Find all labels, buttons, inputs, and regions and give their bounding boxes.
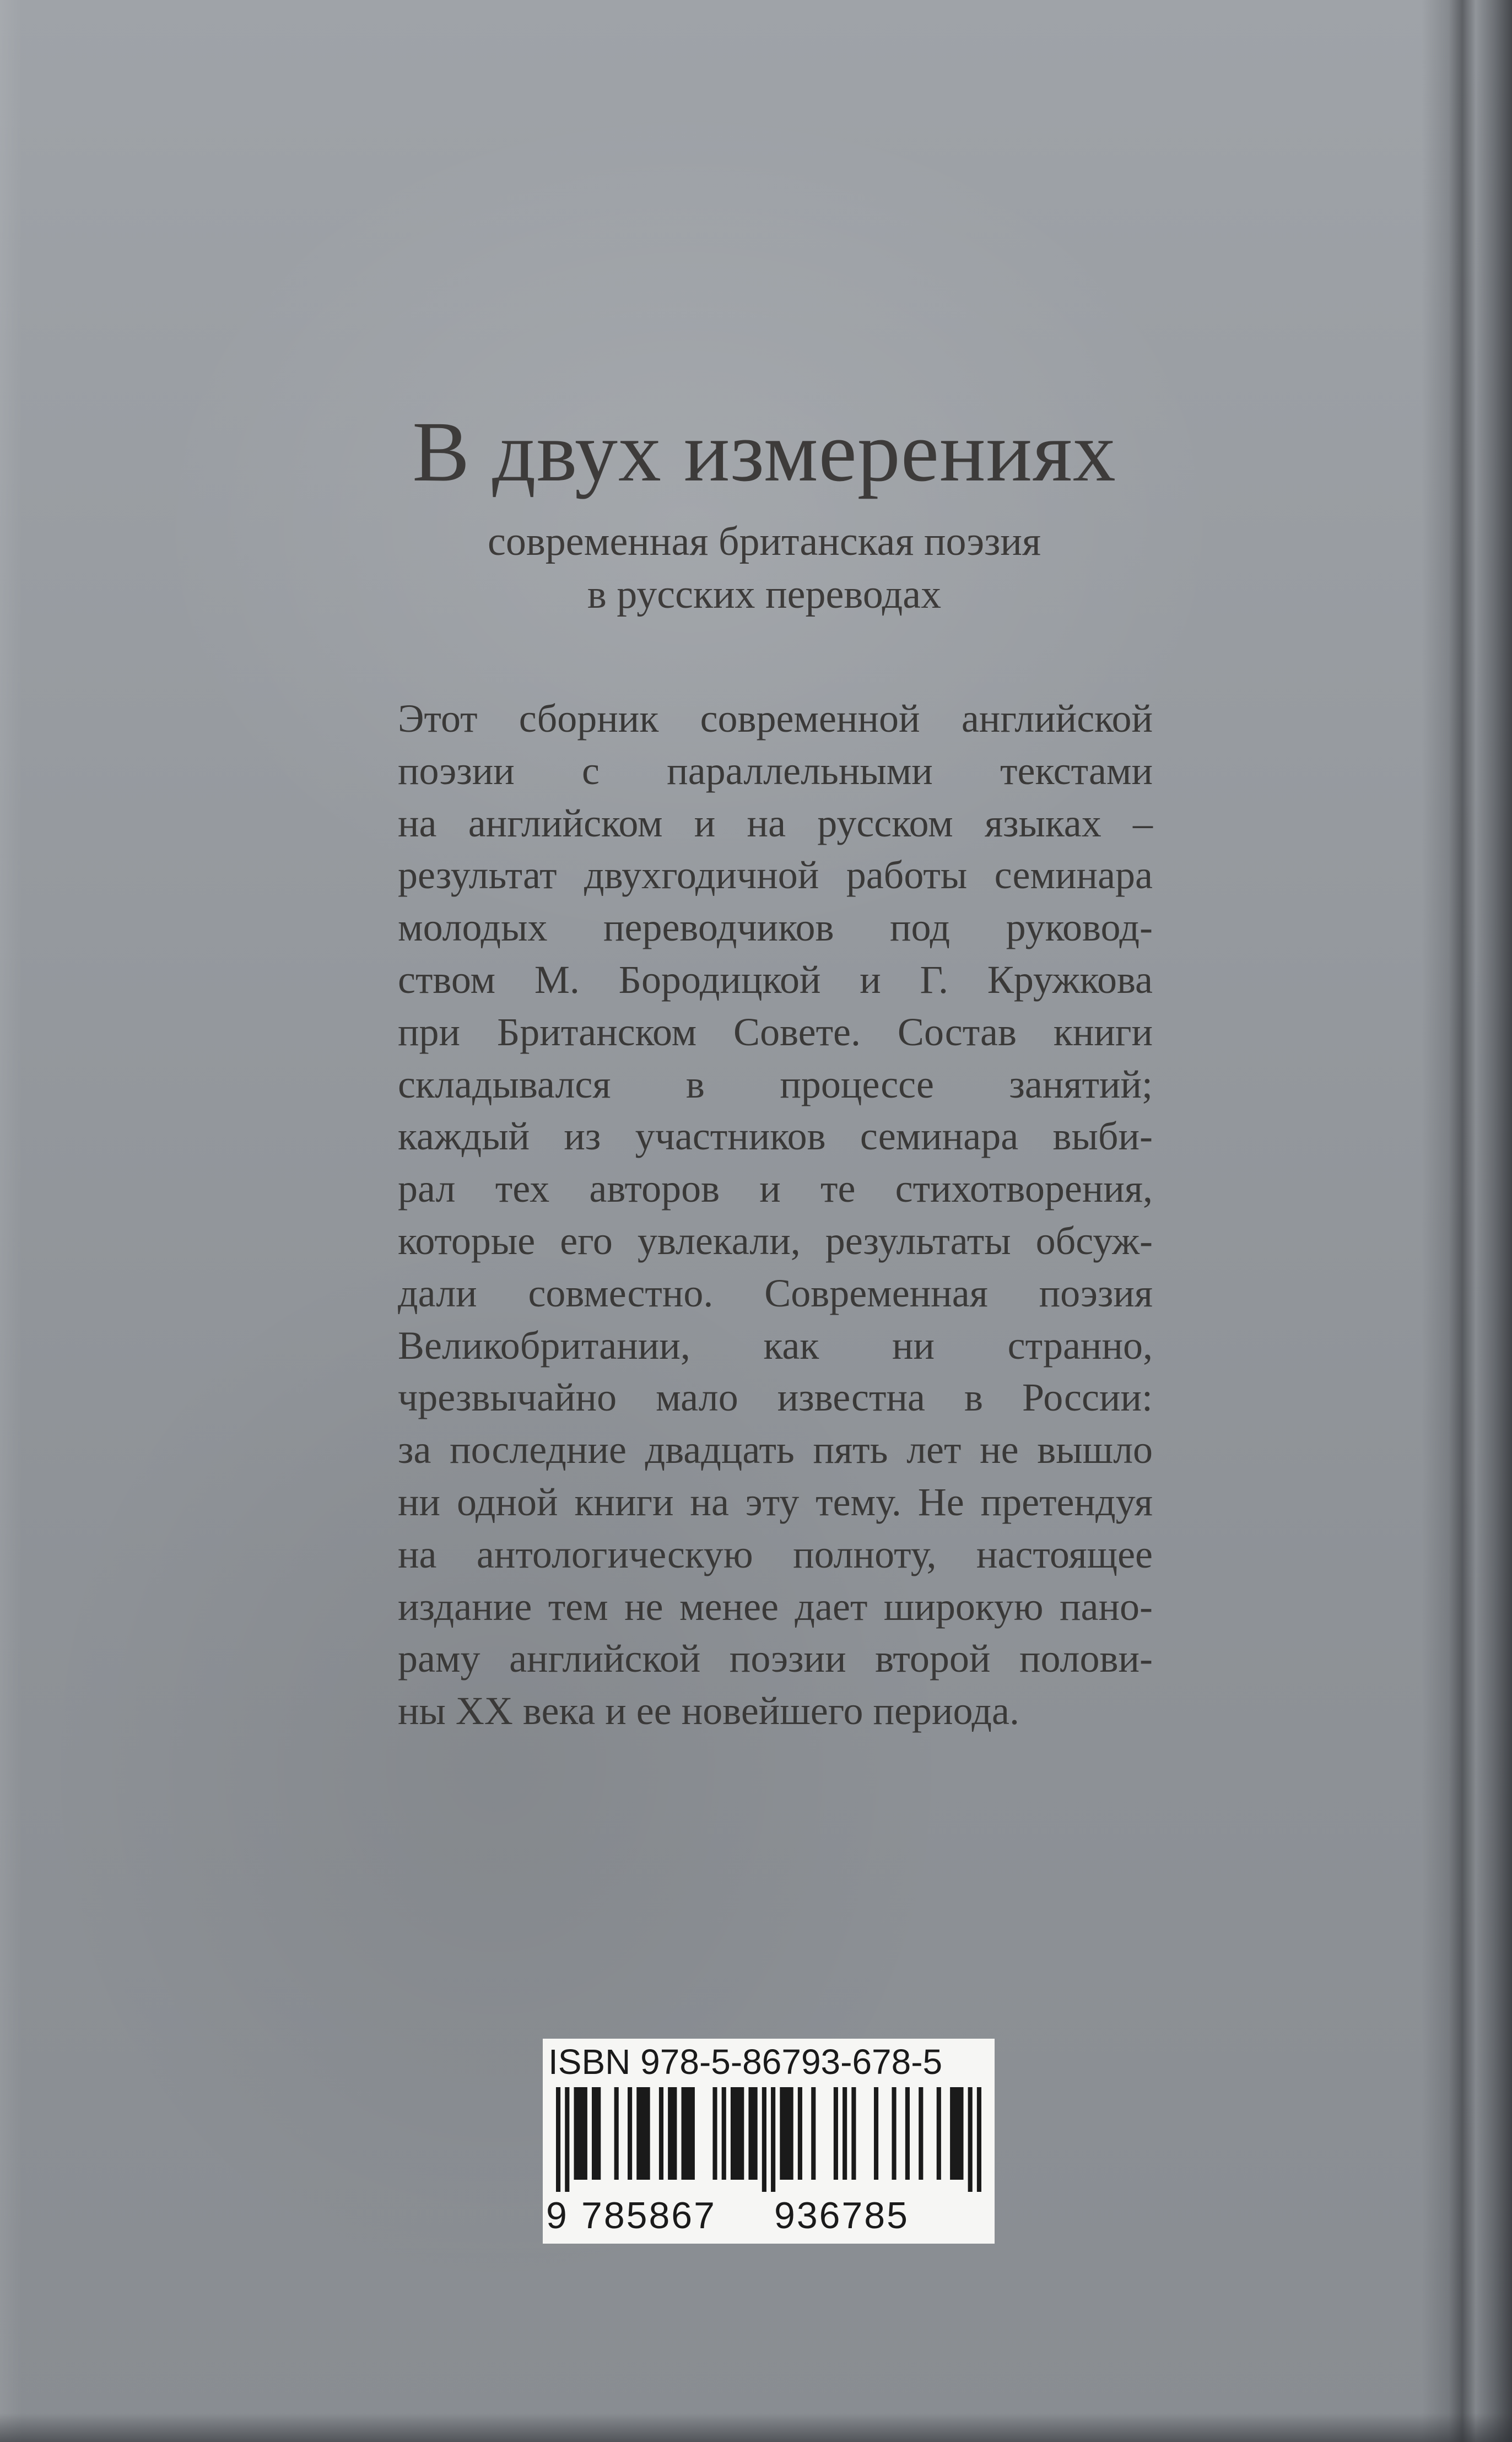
description-line: результат двухгодичной работы семинара bbox=[398, 853, 1153, 898]
barcode-bar bbox=[798, 2087, 802, 2180]
barcode-bar bbox=[659, 2087, 663, 2180]
barcode-bars bbox=[556, 2087, 981, 2192]
description-line: молодых переводчиков под руковод- bbox=[398, 905, 1153, 950]
description-line: на английском и на русском языках – bbox=[398, 801, 1153, 845]
barcode-bar bbox=[905, 2087, 910, 2180]
barcode-bar bbox=[682, 2087, 695, 2180]
barcode-bar bbox=[731, 2087, 744, 2180]
description-line: при Британском Совете. Состав книги bbox=[398, 1009, 1153, 1054]
barcode-bar bbox=[722, 2087, 726, 2180]
description-line: рал тех авторов и те стихотворения, bbox=[398, 1166, 1153, 1211]
barcode-bar bbox=[811, 2087, 816, 2180]
barcode-bar bbox=[574, 2087, 587, 2180]
barcode-bar bbox=[780, 2087, 793, 2180]
barcode-digit-first: 9 bbox=[546, 2195, 567, 2236]
barcode-bar bbox=[843, 2087, 847, 2180]
description-line: ны XX века и ее новейшего периода. bbox=[398, 1689, 1019, 1733]
description-line: Этот сборник современной английской bbox=[398, 696, 1153, 741]
description-line: ни одной книги на эту тему. Не претендуя bbox=[398, 1479, 1153, 1524]
cover-left-edge bbox=[0, 0, 22, 2442]
description-line: Великобритании, как ни странно, bbox=[398, 1323, 1153, 1368]
isbn-barcode bbox=[543, 2039, 995, 2244]
description-line: каждый из участников семинара выби- bbox=[398, 1114, 1153, 1159]
book-description bbox=[398, 693, 1153, 1737]
description-line: чрезвычайно мало известна в России: bbox=[398, 1375, 1153, 1420]
spine-edge bbox=[1422, 0, 1512, 2442]
barcode-bar bbox=[565, 2087, 569, 2192]
barcode-bar bbox=[977, 2087, 981, 2192]
barcode-bar bbox=[668, 2087, 677, 2180]
barcode-bar bbox=[874, 2087, 878, 2180]
barcode-bar bbox=[851, 2087, 856, 2180]
barcode-bar bbox=[968, 2087, 973, 2192]
barcode-digits-right: 936785 bbox=[774, 2195, 909, 2236]
description-line: на антологическую полноту, настоящее bbox=[398, 1532, 1153, 1576]
subtitle-line-2: в русских переводах bbox=[587, 572, 942, 617]
description-line: за последние двадцать пять лет не вышло bbox=[398, 1428, 1153, 1472]
barcode-bar bbox=[937, 2087, 941, 2180]
barcode-bar bbox=[834, 2087, 838, 2180]
description-line: которые его увлекали, результаты обсуж- bbox=[398, 1218, 1153, 1263]
description-line: ством М. Бородицкой и Г. Кружкова bbox=[398, 957, 1153, 1002]
description-line: издание тем не менее дает широкую пано- bbox=[398, 1584, 1153, 1629]
barcode-bar bbox=[892, 2087, 896, 2180]
isbn-label: ISBN 978-5-86793-678-5 bbox=[548, 2042, 943, 2082]
barcode-bar bbox=[919, 2087, 923, 2180]
barcode-bar bbox=[556, 2087, 560, 2192]
book-subtitle bbox=[0, 515, 1512, 621]
barcode-digits bbox=[543, 2191, 995, 2240]
description-line: раму английской поэзии второй полови- bbox=[398, 1636, 1153, 1681]
barcode-bar bbox=[748, 2087, 757, 2180]
description-line: складывался в процессе занятий; bbox=[398, 1062, 1153, 1106]
book-title: В двух измерениях bbox=[412, 404, 1116, 499]
barcode-bar bbox=[636, 2087, 650, 2180]
barcode-bar bbox=[628, 2087, 632, 2180]
barcode-bar bbox=[614, 2087, 619, 2180]
barcode-bar bbox=[950, 2087, 963, 2180]
description-line: поэзии с параллельными текстами bbox=[398, 748, 1153, 793]
barcode-bar bbox=[762, 2087, 766, 2192]
cover-bottom-edge bbox=[0, 2413, 1512, 2442]
barcode-digits-left: 785867 bbox=[581, 2195, 716, 2236]
barcode-bar bbox=[771, 2087, 775, 2192]
subtitle-line-1: современная британская поэзия bbox=[487, 519, 1041, 564]
barcode-bar bbox=[712, 2087, 717, 2180]
description-line: дали совместно. Современная поэзия bbox=[398, 1271, 1153, 1315]
barcode-bar bbox=[592, 2087, 601, 2180]
